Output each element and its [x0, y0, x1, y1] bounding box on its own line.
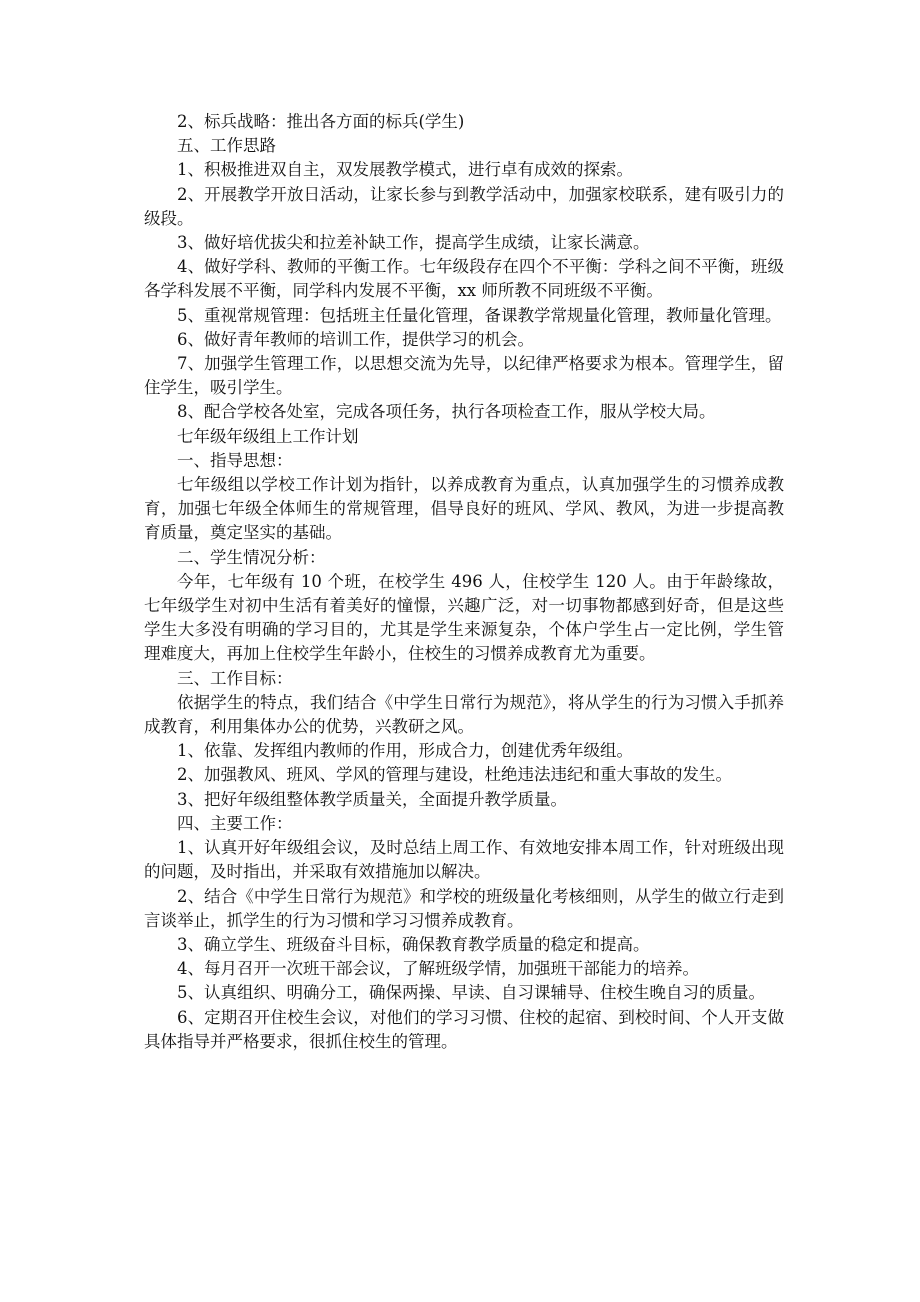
- paragraph: 2、开展教学开放日活动，让家长参与到教学活动中，加强家校联系，建有吸引力的级段。: [144, 184, 784, 228]
- document-body: [144, 110, 784, 1054]
- paragraph: 依据学生的特点，我们结合《中学生日常行为规范》，将从学生的行为习惯入手抓养成教育，利用集体办公的优势，兴教研之风。: [144, 692, 784, 737]
- paragraph: 今年，七年级有 10 个班，在校学生 496 人，住校学生 120 人。由于年龄缘故，七年级学生对初中生活有着美好的憧憬，兴趣广泛，对一切事物都感到好奇，但是这些学生大多没有明确的学习目的，尤其是学生来源复杂，个体户学生占一定比例，学生管理难度大，再加上住校学生年龄小，住校生的习惯养成教育尤为重要。: [144, 571, 784, 664]
- paragraph: 3、把好年级组整体教学质量关，全面提升教学质量。: [177, 789, 567, 809]
- section-heading: 五、工作思路: [177, 136, 276, 156]
- paragraph: 1、认真开好年级组会议，及时总结上周工作、有效地安排本周工作，针对班级出现的问题，及时指出，并采取有效措施加以解决。: [144, 838, 784, 882]
- section-heading: 一、指导思想：: [177, 450, 293, 470]
- paragraph: 8、配合学校各处室，完成各项任务，执行各项检查工作，服从学校大局。: [177, 402, 716, 422]
- section-heading: 三、工作目标：: [177, 668, 293, 688]
- paragraph: 2、结合《中学生日常行为规范》和学校的班级量化考核细则，从学生的做立行走到言谈举止，抓学生的行为习惯和学习习惯养成教育。: [144, 886, 784, 930]
- section-heading: 四、主要工作：: [177, 813, 293, 833]
- section-heading: 二、学生情况分析：: [177, 547, 326, 567]
- paragraph: 1、依靠、发挥组内教师的作用，形成合力，创建优秀年级组。: [177, 741, 633, 761]
- paragraph: 5、认真组织、明确分工，确保两操、早读、自习课辅导、住校生晚自习的质量。: [177, 983, 765, 1003]
- paragraph: 4、做好学科、教师的平衡工作。七年级段存在四个不平衡：学科之间不平衡，班级各学科发展不平衡，同学科内发展不平衡，xx 师所教不同班级不平衡。: [144, 257, 784, 301]
- paragraph: 6、做好青年教师的培训工作，提供学习的机会。: [177, 329, 534, 349]
- paragraph: 3、确立学生、班级奋斗目标，确保教育教学质量的稳定和提高。: [177, 934, 650, 954]
- paragraph: 1、积极推进双自主，双发展教学模式，进行卓有成效的探索。: [177, 160, 633, 180]
- paragraph: 2、标兵战略：推出各方面的标兵(学生): [177, 112, 465, 131]
- document-title: 七年级年级组上工作计划: [177, 426, 359, 446]
- paragraph: 2、加强教风、班风、学风的管理与建设，杜绝违法违纪和重大事故的发生。: [177, 765, 732, 785]
- paragraph: 七年级组以学校工作计划为指针，以养成教育为重点，认真加强学生的习惯养成教育，加强七年级全体师生的常规管理，倡导良好的班风、学风、教风，为进一步提高教育质量，奠定坚实的基础。: [144, 475, 784, 543]
- paragraph: 7、加强学生管理工作，以思想交流为先导，以纪律严格要求为根本。管理学生，留住学生，吸引学生。: [144, 354, 784, 398]
- paragraph: 4、每月召开一次班干部会议，了解班级学情，加强班干部能力的培养。: [177, 959, 699, 979]
- paragraph: 5、重视常规管理：包括班主任量化管理，备课教学常规量化管理，教师量化管理。: [177, 305, 782, 325]
- paragraph: 6、定期召开住校生会议，对他们的学习习惯、住校的起宿、到校时间、个人开支做具体指导并严格要求，很抓住校生的管理。: [144, 1007, 784, 1051]
- paragraph: 3、做好培优拔尖和拉差补缺工作，提高学生成绩，让家长满意。: [177, 233, 650, 253]
